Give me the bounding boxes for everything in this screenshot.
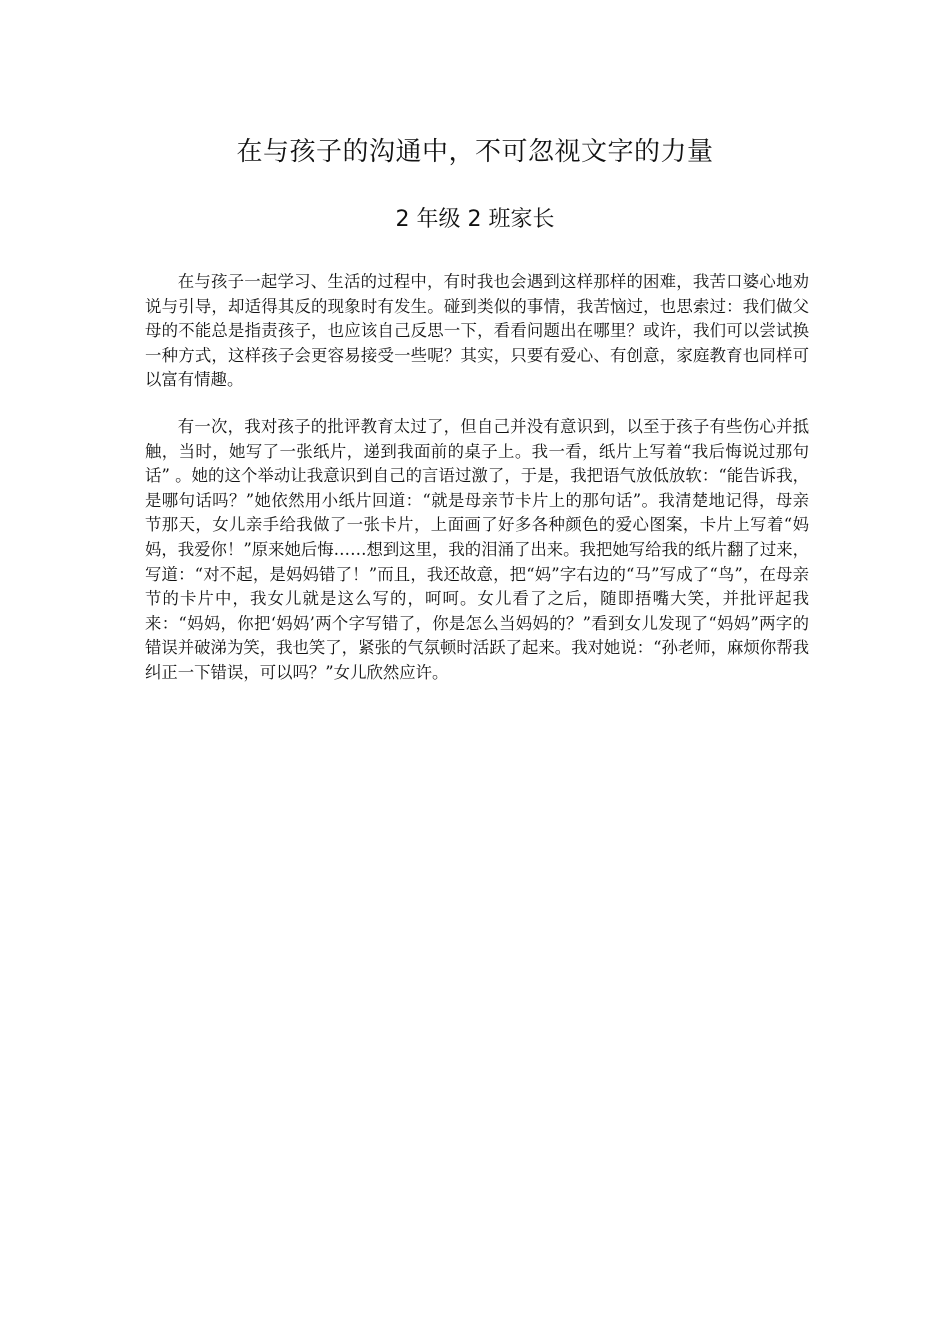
- paragraph-2: 有一次，我对孩子的批评教育太过了，但自己并没有意识到，以至于孩子有些伤心并抵触，当时，她写了一张纸片，递到我面前的桌子上。我一看，纸片上写着“我后悔说过那句话” 。她的这个举动让我意识到自己的言语过激了，于是，我把语气放低放软：“能告诉我，是哪句话吗？”她依然用小纸片回道：“就是母亲节卡片上的那句话”。我清楚地记得，母亲节那天，女儿亲手给我做了一张卡片，上面画了好多各种颜色的爱心图案，卡片上写着“妈妈，我爱你！”原来她后悔……想到这里，我的泪涌了出来。我把她写给我的纸片翻了过来，写道：“对不起，是妈妈错了！”而且，我还故意，把“妈”字右边的“马”写成了“鸟”，在母亲节的卡片中，我女儿就是这么写的，呵呵。女儿看了之后，随即捂嘴大笑，并批评起我来：“妈妈，你把‘妈妈’两个字写错了，你是怎么当妈妈的？”看到女儿发现了“妈妈”两字的错误并破涕为笑，我也笑了，紧张的气氛顿时活跃了起来。我对她说：“孙老师，麻烦你帮我纠正一下错误，可以吗？”女儿欣然应许。: [145, 416, 810, 682]
- paragraph-1: 在与孩子一起学习、生活的过程中，有时我也会遇到这样那样的困难，我苦口婆心地劝说与引导，却适得其反的现象时有发生。碰到类似的事情，我苦恼过，也思索过：我们做父母的不能总是指责孩子，也应该自己反思一下，看看问题出在哪里？或许，我们可以尝试换一种方式，这样孩子会更容易接受一些呢？其实，只要有爱心、有创意，家庭教育也同样可以富有情趣。: [145, 272, 809, 390]
- document-body: [145, 270, 809, 708]
- document-title: 在与孩子的沟通中，不可忽视文字的力量: [236, 137, 714, 167]
- document-author: 2 年级 2 班家长: [395, 207, 555, 232]
